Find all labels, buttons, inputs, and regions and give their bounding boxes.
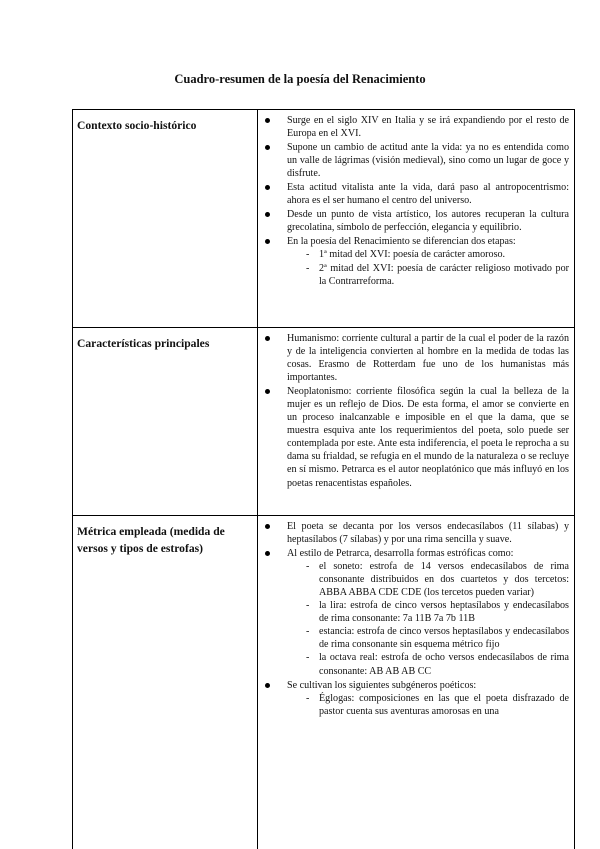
list-item: Esta actitud vitalista ante la vida, dará paso al antropocentrismo: ahora es el ser humano el centro del universo. [262, 181, 569, 207]
sub-list [287, 692, 569, 718]
bullet-list [262, 114, 569, 288]
sub-list-item: - estancia: estrofa de cinco versos heptasílabos y endecasílabos de rima consonante sin esquema métrico fijo [306, 626, 569, 651]
bullet-icon [265, 145, 270, 150]
sub-list-item: - 1ª mitad del XVI: poesía de carácter amoroso. [306, 249, 506, 261]
sub-list [287, 248, 569, 287]
row-label: Métrica empleada (medida de versos y tipos de estrofas) [73, 516, 258, 849]
sub-list-item: - Églogas: composiciones en las que el poeta disfrazado de pastor cuenta sus aventuras amorosas en una [306, 692, 569, 717]
dash-icon: - [306, 561, 310, 573]
bullet-icon [265, 118, 270, 123]
bullet-icon [265, 551, 270, 556]
sub-list-item: - 2ª mitad del XVI: poesía de carácter religioso motivado por la Contrarreforma. [306, 262, 569, 287]
row-content [258, 328, 575, 516]
bullet-icon [265, 185, 270, 190]
list-item: Humanismo: corriente cultural a partir de la cual el poder de la razón y de la inteligencia convierten al hombre en la medida de todas las cosas. Erasmo de Rotterdam fue uno de los humanistas más importantes. [262, 332, 569, 384]
sub-list-item: - la octava real: estrofa de ocho versos endecasílabos de rima consonante: AB AB AB CC [306, 652, 569, 677]
list-item: Neoplatonismo: corriente filosófica según la cual la belleza de la mujer es un reflejo de Dios. De esta forma, el amor se convierte en un proceso inalcanzable e imposible en el que la dama, que se muestra esquiva ante los requerimientos del poeta, solo puede ser contemplada por este. Ante esta indiferencia, el poeta le reprocha a su dama su frialdad, se refugia en el mundo de la naturaleza o se recluye en sí mismo. Petrarca es el autor neoplatónico que más influyó en los poetas renacentistas españoles. [262, 385, 569, 489]
dash-icon: - [306, 692, 310, 704]
dash-icon: - [306, 262, 310, 274]
bullet-icon [265, 524, 270, 529]
sub-list [287, 560, 569, 677]
row-label: Contexto socio-histórico [73, 110, 258, 328]
row-label: Características principales [73, 328, 258, 516]
list-item: Se cultivan los siguientes subgéneros poéticos: - Églogas: composiciones en las que el poeta disfrazado de pastor cuenta sus aventuras amorosas en una [262, 679, 569, 718]
dash-icon: - [306, 249, 310, 261]
bullet-list [262, 520, 569, 718]
list-item: El poeta se decanta por los versos endecasílabos (11 sílabas) y heptasílabos (7 sílabas) y por una rima sencilla y suave. [262, 520, 569, 546]
table-row-metrics [73, 516, 575, 849]
sub-list-item: - la lira: estrofa de cinco versos heptasílabos y endecasílabos de rima consonante: 7a 11B 7a 7b 11B [306, 600, 569, 625]
table-row-context [73, 110, 575, 328]
sub-list-item: - el soneto: estrofa de 14 versos endecasílabos de rima consonante distribuidos en dos cuartetos y dos tercetos: ABBA ABBA CDE CDE (los tercetos pueden variar) [306, 561, 569, 599]
bullet-icon [265, 239, 270, 244]
summary-table [72, 109, 575, 849]
bullet-icon [265, 212, 270, 217]
table-row-characteristics [73, 328, 575, 516]
bullet-icon [265, 683, 270, 688]
list-item: En la poesía del Renacimiento se diferencian dos etapas: - 1ª mitad del XVI: poesía de carácter amoroso. - 2ª mitad del XVI: poesía de carácter religioso motivado por la Contrarreforma. [262, 235, 569, 287]
list-item: Desde un punto de vista artístico, los autores recuperan la cultura grecolatina, símbolo de perfección, elegancia y equilibrio. [262, 208, 569, 234]
bullet-list [262, 332, 569, 490]
dash-icon: - [306, 652, 310, 664]
page-title: Cuadro-resumen de la poesía del Renacimiento [174, 72, 426, 86]
list-item: Surge en el siglo XIV en Italia y se irá expandiendo por el resto de Europa en el XVI. [262, 114, 569, 140]
row-content [258, 516, 575, 849]
list-item: Al estilo de Petrarca, desarrolla formas estróficas como: - el soneto: estrofa de 14 versos endecasílabos de rima consonante distribuidos en dos cuartetos y dos tercetos: ABBA ABBA CDE CDE (los tercetos pueden variar) - la lira: estrofa de cinco versos heptasílabos y endecasílabos de rima consonante: 7a 11B 7a 7b 11B - estancia: estrofa de cinco versos heptasílabos y endecasílabos de rima consonante sin esquema métrico fijo - la octava real: estrofa de ocho versos endecasílabos de rima consonante: AB AB AB CC [262, 547, 569, 677]
row-content [258, 110, 575, 328]
dash-icon: - [306, 600, 310, 612]
bullet-icon [265, 336, 270, 341]
dash-icon: - [306, 626, 310, 638]
bullet-icon [265, 389, 270, 394]
list-item: Supone un cambio de actitud ante la vida: ya no es entendida como un valle de lágrimas (visión medieval), sino como un lugar de goce y disfrute. [262, 141, 569, 180]
